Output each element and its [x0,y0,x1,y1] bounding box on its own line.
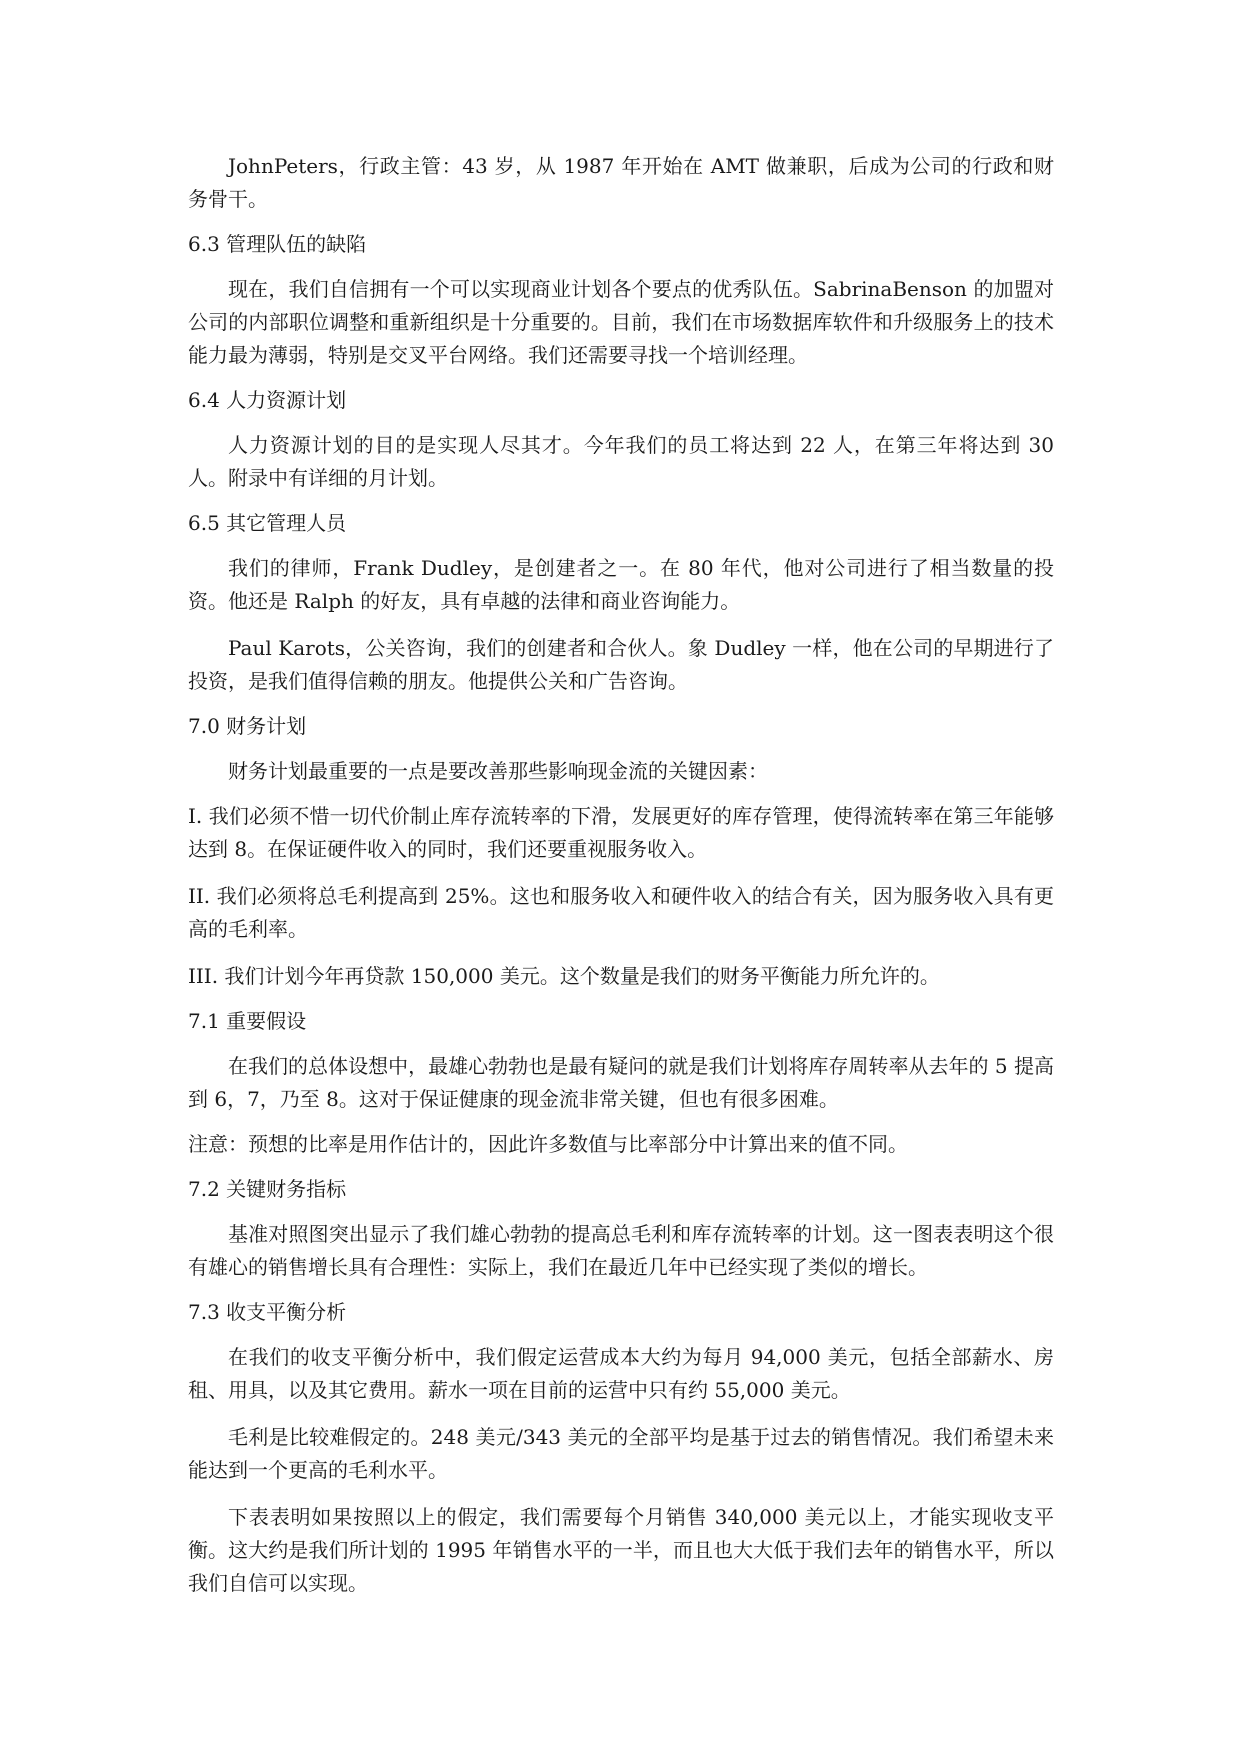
list-item-ii: II. 我们必须将总毛利提高到 25%。这也和服务收入和硬件收入的结合有关，因为服务收入具有更高的毛利率。 [188,884,1054,941]
paragraph-john-peters: JohnPeters，行政主管：43 岁，从 1987 年开始在 AMT 做兼职，后成为公司的行政和财务骨干。 [188,154,1054,211]
paragraph-lawyer: 我们的律师，Frank Dudley，是创建者之一。在 80 年代，他对公司进行了相当数量的投资。他还是 Ralph 的好友，具有卓越的法律和商业咨询能力。 [188,556,1054,613]
section-heading-6-5: 6.5 其它管理人员 [188,511,347,535]
section-heading-7-1: 7.1 重要假设 [188,1009,307,1033]
paragraph-team-weakness: 现在，我们自信拥有一个可以实现商业计划各个要点的优秀队伍。SabrinaBenson 的加盟对公司的内部职位调整和重新组织是十分重要的。目前，我们在市场数据库软件和升级服务上的技术能力最为薄弱，特别是交叉平台网络。我们还需要寻找一个培训经理。 [188,277,1054,367]
document-body [188,150,1054,1600]
list-item-i: I. 我们必须不惜一切代价制止库存流转率的下滑，发展更好的库存管理，使得流转率在第三年能够达到 8。在保证硬件收入的同时，我们还要重视服务收入。 [188,804,1054,861]
section-heading-7-0: 7.0 财务计划 [188,714,307,738]
section-heading-7-2: 7.2 关键财务指标 [188,1177,347,1201]
section-heading-7-3: 7.3 收支平衡分析 [188,1300,347,1324]
paragraph-breakeven-sales: 下表表明如果按照以上的假定，我们需要每个月销售 340,000 美元以上，才能实现收支平衡。这大约是我们所计划的 1995 年销售水平的一半，而且也大大低于我们去年的销售水平，所以我们自信可以实现。 [188,1505,1054,1595]
paragraph-assumptions: 在我们的总体设想中，最雄心勃勃也是最有疑问的就是我们计划将库存周转率从去年的 5 提高到 6，7，乃至 8。这对于保证健康的现金流非常关键，但也有很多困难。 [188,1054,1054,1111]
paragraph-benchmark: 基准对照图突出显示了我们雄心勃勃的提高总毛利和库存流转率的计划。这一图表表明这个很有雄心的销售增长具有合理性：实际上，我们在最近几年中已经实现了类似的增长。 [188,1222,1054,1279]
paragraph-breakeven-costs: 在我们的收支平衡分析中，我们假定运营成本大约为每月 94,000 美元，包括全部薪水、房租、用具，以及其它费用。薪水一项在目前的运营中只有约 55,000 美元。 [188,1345,1054,1402]
section-heading-6-4: 6.4 人力资源计划 [188,388,347,412]
paragraph-financial-intro: 财务计划最重要的一点是要改善那些影响现金流的关键因素： [228,759,768,783]
paragraph-hr-plan: 人力资源计划的目的是实现人尽其才。今年我们的员工将达到 22 人，在第三年将达到 30 人。附录中有详细的月计划。 [188,433,1054,490]
paragraph-note: 注意：预想的比率是用作估计的，因此许多数值与比率部分中计算出来的值不同。 [188,1132,908,1156]
list-item-iii: III. 我们计划今年再贷款 150,000 美元。这个数量是我们的财务平衡能力所允许的。 [188,964,940,988]
paragraph-gross-margin: 毛利是比较难假定的。248 美元/343 美元的全部平均是基于过去的销售情况。我们希望未来能达到一个更高的毛利水平。 [188,1425,1054,1482]
section-heading-6-3: 6.3 管理队伍的缺陷 [188,232,367,256]
paragraph-pr-consultant: Paul Karots，公关咨询，我们的创建者和合伙人。象 Dudley 一样，他在公司的早期进行了投资，是我们值得信赖的朋友。他提供公关和广告咨询。 [188,636,1054,693]
